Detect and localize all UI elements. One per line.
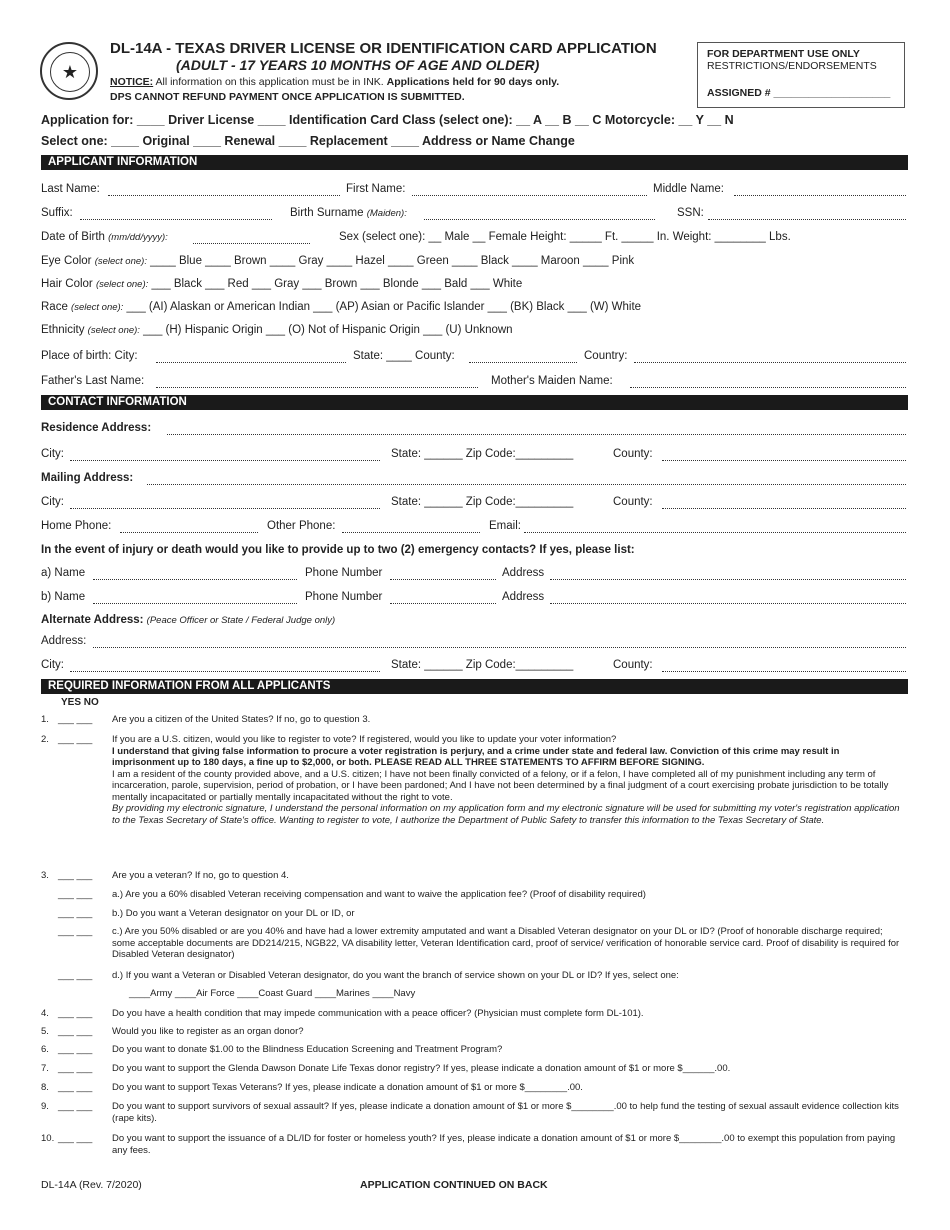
middle-name-field[interactable] — [734, 183, 906, 196]
q6-text: Do you want to donate $1.00 to the Blindness Education Screening and Treatment Program? — [112, 1044, 503, 1055]
q9-text: Do you want to support survivors of sexual assault? If yes, please indicate a donation amount of $1 or more $________.00 to help fund the testing of sexual assault evidence collection kits (rape kits). — [112, 1101, 899, 1124]
alt-address-hint: (Peace Officer or State / Federal Judge only) — [146, 615, 336, 626]
birth-surname-field[interactable] — [424, 207, 655, 220]
race-hint: (select one): — [71, 302, 124, 313]
race-row[interactable] — [41, 301, 641, 313]
q2-signature: By providing my electronic signature, I understand the personal information on my application form and my electronic signature will be used for submitting my voter's registration application to the Texas Secretary of State's office. Wanting to register to vote, I authorize the Department of Public Safety to transfer this information to the Texas Secretary of State. — [112, 803, 900, 826]
hair-hint: (select one): — [95, 279, 149, 290]
mail-county-field[interactable] — [662, 496, 906, 509]
alt-city-field[interactable] — [70, 659, 380, 672]
ec-b-address-label: Address — [502, 591, 545, 603]
dob-field[interactable] — [193, 231, 310, 244]
notice-bold: Applications held for 90 days only. — [386, 76, 560, 88]
ec-a-phone-label: Phone Number — [305, 567, 383, 579]
ssn-label: SSN: — [677, 207, 704, 219]
application-for-row[interactable]: Application for: ____ Driver License ____ Identification Card Class (select one): __ A __ B __ C Motorcycle: __ Y __ N — [41, 113, 734, 127]
pob-country-field[interactable] — [634, 350, 906, 363]
q2-resident: I am a resident of the county provided above, and a U.S. citizen; I have not been finally convicted of a felony, or if a felon, I have completed all of my punishment including any term of incarceration, parole, supervision, period of probation, or I have been pardoned; And I have not been determined by a final judgment of a court exercising probate jurisdiction to be totally mentally incapacitated or partially mentally incapacitated without the right to vote. — [112, 768, 889, 803]
birth-surname-label — [290, 207, 407, 219]
res-city-field[interactable] — [70, 448, 380, 461]
email-label: Email: — [489, 520, 521, 532]
q3-text: Are you a veteran? If no, go to question 4. — [112, 870, 289, 881]
q7-text: Do you want to support the Glenda Dawson Donate Life Texas donor registry? If yes, please indicate a donation amount of $1 or more $______.00. — [112, 1063, 731, 1074]
dept-assigned: ASSIGNED # ____________________ — [707, 87, 891, 99]
form-subtitle: (ADULT - 17 YEARS 10 MONTHS OF AGE AND OLDER) — [176, 57, 540, 73]
mail-city-label: City: — [41, 496, 64, 508]
section-applicant: APPLICANT INFORMATION — [41, 155, 908, 170]
mail-state-zip[interactable]: State: ______ Zip Code:_________ — [391, 496, 574, 508]
yes-no-header: YES NO — [61, 697, 99, 708]
eye-options[interactable]: ____ Blue ____ Brown ____ Gray ____ Hazel ____ Green ____ Black ____ Maroon ____ Pink — [150, 255, 635, 267]
section-contact: CONTACT INFORMATION — [41, 395, 908, 410]
q8-text: Do you want to support Texas Veterans? If yes, please indicate a donation amount of $1 or more $________.00. — [112, 1082, 583, 1093]
eye-color-row[interactable] — [41, 255, 634, 267]
emergency-prompt: In the event of injury or death would you like to provide up to two (2) emergency contacts? If yes, please list: — [41, 544, 635, 556]
q3c-text: c.) Are you 50% disabled or are you 40% and have had a lower extremity amputated and want a Disabled Veteran designator on your DL or ID? (Proof of honorable discharge required; some acceptable documents are DD214/215, NGB22, VA disability letter, Veteran Identification card, proof of service/ verification of honorable service card. Proof of disability is required for Disabled Veteran designator) — [112, 926, 900, 960]
alt-address-heading — [41, 614, 335, 626]
res-county-label: County: — [613, 448, 653, 460]
alt-address-line-label: Address: — [41, 635, 87, 647]
q5-text: Would you like to register as an organ donor? — [112, 1026, 304, 1037]
mailing-field[interactable] — [147, 472, 906, 485]
birth-surname-text: Birth Surname — [290, 207, 367, 219]
eth-options[interactable]: ___ (H) Hispanic Origin ___ (O) Not of Hispanic Origin ___ (U) Unknown — [143, 324, 513, 336]
department-use-box — [697, 42, 905, 108]
race-label: Race — [41, 301, 72, 313]
q10-text: Do you want to support the issuance of a DL/ID for foster or homeless youth? If yes, please indicate a donation amount of $1 or more $________.00 to exempt this population from paying any fees. — [112, 1133, 896, 1156]
refund-notice: DPS CANNOT REFUND PAYMENT ONCE APPLICATION IS SUBMITTED. — [110, 91, 465, 103]
ec-b-address-field[interactable] — [550, 591, 906, 604]
form-revision: DL-14A (Rev. 7/2020) — [41, 1179, 142, 1191]
other-phone-field[interactable] — [342, 520, 480, 533]
birth-surname-hint: (Maiden): — [366, 208, 407, 219]
q1-text: Are you a citizen of the United States? If no, go to question 3. — [112, 714, 371, 725]
res-city-label: City: — [41, 448, 64, 460]
mailing-label: Mailing Address: — [41, 472, 134, 484]
ec-b-phone-label: Phone Number — [305, 591, 383, 603]
eye-hint: (select one): — [94, 256, 147, 267]
pob-country-label: Country: — [584, 350, 628, 362]
continued-on-back: APPLICATION CONTINUED ON BACK — [360, 1179, 548, 1191]
middle-name-label: Middle Name: — [653, 183, 724, 195]
pob-city-label: Place of birth: City: — [41, 350, 138, 362]
race-options[interactable]: ___ (AI) Alaskan or American Indian ___ (AP) Asian or Pacific Islander ___ (BK) Black ___ (W) White — [126, 301, 642, 313]
pob-county-field[interactable] — [469, 350, 577, 363]
email-field[interactable] — [524, 520, 906, 533]
q2-text: If you are a U.S. citizen, would you like to register to vote? If registered, would you like to update your voter information? — [112, 734, 617, 745]
mail-city-field[interactable] — [70, 496, 380, 509]
home-phone-field[interactable] — [120, 520, 258, 533]
other-phone-label: Other Phone: — [267, 520, 336, 532]
q3b-text: b.) Do you want a Veteran designator on your DL or ID, or — [112, 908, 355, 919]
res-county-field[interactable] — [662, 448, 906, 461]
section-required: REQUIRED INFORMATION FROM ALL APPLICANTS — [41, 679, 908, 694]
dob-label — [41, 231, 168, 243]
alt-county-field[interactable] — [662, 659, 906, 672]
alt-county-label: County: — [613, 659, 653, 671]
last-name-label: Last Name: — [41, 183, 100, 195]
ec-a-name-field[interactable] — [93, 567, 297, 580]
home-phone-label: Home Phone: — [41, 520, 112, 532]
ssn-field[interactable] — [708, 207, 906, 220]
eye-label: Eye Color — [41, 255, 95, 267]
father-label: Father's Last Name: — [41, 375, 145, 387]
ec-a-name-label: a) Name — [41, 567, 86, 579]
father-field[interactable] — [156, 375, 478, 388]
branches-text[interactable]: ____Army ____Air Force ____Coast Guard ____Marines ____Navy — [129, 988, 416, 999]
suffix-field[interactable] — [80, 207, 272, 220]
first-name-label: First Name: — [346, 183, 406, 195]
last-name-field[interactable] — [108, 183, 340, 196]
alt-state-zip[interactable]: State: ______ Zip Code:_________ — [391, 659, 574, 671]
dob-hint: (mm/dd/yyyy): — [108, 232, 168, 243]
hair-options[interactable]: ___ Black ___ Red ___ Gray ___ Brown ___ Blonde ___ Bald ___ White — [151, 278, 523, 290]
notice-label: NOTICE: — [110, 76, 154, 88]
ec-a-phone-field[interactable] — [390, 567, 496, 580]
hair-color-row[interactable] — [41, 278, 522, 290]
mother-label: Mother's Maiden Name: — [491, 375, 613, 387]
ec-b-name-label: b) Name — [41, 591, 86, 603]
alt-city-label: City: — [41, 659, 64, 671]
sex-height-weight-row[interactable]: Sex (select one): __ Male __ Female Height: _____ Ft. _____ In. Weight: ________ Lbs. — [339, 231, 791, 243]
res-state-zip[interactable]: State: ______ Zip Code:_________ — [391, 448, 574, 460]
q3d-text: d.) If you want a Veteran or Disabled Veteran designator, do you want the branch of service shown on your DL or ID? If yes, select one: — [112, 970, 679, 981]
ec-b-name-field[interactable] — [93, 591, 297, 604]
first-name-field[interactable] — [412, 183, 647, 196]
suffix-label: Suffix: — [41, 207, 73, 219]
notice-line — [110, 76, 559, 88]
residence-field[interactable] — [167, 422, 906, 435]
q2-perjury: I understand that giving false information to procure a voter registration is perjury, and a crime under state and federal law. Conviction of this crime may result in imprisonment up to 180 days, a fine up to $2,000, or both. PLEASE READ ALL THREE STATEMENTS TO AFFIRM BEFORE SIGNING. — [112, 745, 840, 768]
residence-label: Residence Address: — [41, 422, 152, 434]
dept-line2: RESTRICTIONS/ENDORSEMENTS — [707, 60, 877, 72]
pob-state-county-label[interactable]: State: ____ County: — [353, 350, 455, 362]
dept-line1: FOR DEPARTMENT USE ONLY — [707, 48, 860, 60]
q2-block — [112, 734, 902, 826]
alt-address-field[interactable] — [93, 635, 906, 648]
form-title: DL-14A - TEXAS DRIVER LICENSE OR IDENTIFICATION CARD APPLICATION — [110, 40, 657, 57]
ethnicity-row[interactable] — [41, 324, 513, 336]
mail-county-label: County: — [613, 496, 653, 508]
notice-text: All information on this application must be in INK. — [153, 76, 387, 88]
q4-text: Do you have a health condition that may impede communication with a peace officer? (Physician must complete form DL-101). — [112, 1008, 644, 1019]
select-one-row[interactable]: Select one: ____ Original ____ Renewal ____ Replacement ____ Address or Name Change — [41, 134, 575, 148]
dob-text: Date of Birth — [41, 231, 109, 243]
hair-label: Hair Color — [41, 278, 96, 290]
alt-address-label: Alternate Address: — [41, 614, 147, 626]
ec-a-address-field[interactable] — [550, 567, 906, 580]
mother-field[interactable] — [630, 375, 906, 388]
dps-seal-icon: ★ — [40, 42, 98, 100]
ec-b-phone-field[interactable] — [390, 591, 496, 604]
eth-hint: (select one): — [87, 325, 140, 336]
ec-a-address-label: Address — [502, 567, 545, 579]
pob-city-field[interactable] — [156, 350, 346, 363]
q3a-text: a.) Are you a 60% disabled Veteran receiving compensation and want to waive the application fee? (Proof of disability required) — [112, 889, 646, 900]
eth-label: Ethnicity — [41, 324, 88, 336]
